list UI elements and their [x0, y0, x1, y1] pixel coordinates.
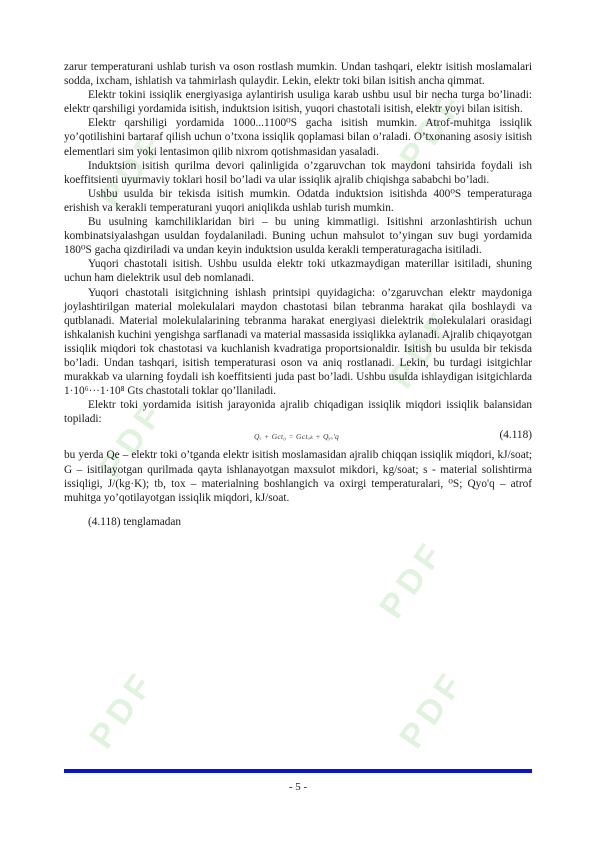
equation-line — [64, 428, 532, 444]
paragraph: Elektr toki yordamida isitish jarayonida ajralib chiqadigan issiqlik miqdori issiqlik balansidan topiladi: — [64, 399, 532, 426]
equation-formula: Qₑ + Gct₀ = Gctₒₖ + Qᵧₒ'q — [254, 432, 340, 442]
equation-number: (4.118) — [499, 429, 532, 442]
footer-rule — [64, 769, 532, 773]
watermark-text: PDF — [82, 663, 163, 756]
watermark-text: PDF — [382, 303, 463, 396]
page-body — [64, 60, 532, 529]
watermark-text: PDF — [372, 533, 453, 626]
paragraph: Yuqori chastotali isitish. Ushbu usulda elektr toki utkazmaydigan materillar isitiladi, shuning uchun ham dielektrik usul deb nomlanadi. — [64, 258, 532, 285]
paragraph: zarur temperaturani ushlab turish va oson rostlash mumkin. Undan tashqari, elektr isitish moslamalari sodda, ixcham, ishlatish va tahmirlash qulaydir. Lekin, elektr toki bilan isitish ancha qimmat. — [64, 61, 532, 88]
watermark-text: PDF — [92, 123, 173, 216]
definition-paragraph: bu yerda Qe – elektr toki o’tganda elektr isitish moslamasidan ajralib chiqqan issiqlik miqdori, kJ/soat; G – isitilayotgan qurilmada qayta ishlanayotgan maxsulot mikdori, kg/soat; s - material solishtirma issiqligi, J/(kg·K); tb, tox – materialning boshlangich va oxirgi temperaturalari, ⁰S; Qyo'q – atrof muhitga yo’qotilayotgan issiqlik miqdori, kJ/soat. — [64, 449, 532, 504]
paragraph: Bu usulning kamchiliklaridan biri – bu uning kimmatligi. Isitishni arzonlashtirish uchun kombinatsiyalashgan usuldan foydalaniladi. Buning uchun mahsulot to’yingan suv bugi yordamida 180⁰S gacha qizdiriladi va undan keyin induktsion usulda kerakli temperaturagacha isitiladi. — [64, 216, 532, 257]
page-number: - 5 - — [288, 781, 308, 793]
paragraph: Elektr qarshiligi yordamida 1000...1100⁰S gacha isitish mumkin. Atrof-muhitga issiqlik yo’qotilishini bartaraf qilish uchun o’txona issiqlik qoplamasi bilan o’raladi. O’txonaning asosiy isitish elementlari sim yoki lentasimon qilib nixrom qotishmasidan yasaladi. — [64, 117, 532, 158]
watermark-text: PDF — [392, 663, 473, 756]
watermark-text: PDF — [92, 393, 173, 486]
paragraph: Elektr tokini issiqlik energiyasiga aylantirish usuliga karab ushbu usul bir necha turga bo’linadi: elektr qarshiligi yordamida isitish, induktsion isitish, yuqori chastotali isitish, elektr yoyi bilan isitish. — [64, 89, 532, 116]
watermark-text: PDF — [392, 83, 473, 176]
paragraph: (4.118) tenglamadan — [88, 515, 182, 528]
paragraph: Induktsion isitish qurilma devori qalinligida o’zgaruvchan tok maydoni tahsirida foydali ish koeffitsienti uyurmaviy toklari hosil bo’ladi va ular issiqlik ajralib chiqishga sababchi bo’ladi. — [64, 159, 532, 186]
paragraph: Ushbu usulda bir tekisda isitish mumkin. Odatda induktsion isitishda 400⁰S temperaturaga erishish va kerakli temperaturani yuqori aniqlikda ushlab turish mumkin. — [64, 187, 532, 214]
paragraph: Yuqori chastotali isitgichning ishlash printsipi quyidagicha: o’zgaruvchan elektr maydoniga joylashtirilgan material molekulalari maydon chastotasi bilan tebranma harakat qila boshlaydi va qutblanadi. Material molekulalarining tebranma harakat energiyasi dielektrik molekulalari orasidagi ishkalanish kuchini yengishga sarflanadi va material massasida issiqlikka aylanadi. Ajralib chiqayotgan issiqlik miqdori tok chastotasi va kuchlanish kvadratiga proportsionaldir. Isitish bu usulda bir tekisda bo’ladi. Undan tashqari, isitish temperaturasi oson va aniq rostlanadi. Lekin, bu turdagi isitgichlar murakkab va ularning foydali ish koeffitsienti juda past bo’ladi. Ushbu usulda ishlaydigan isitgichlarda 1·10⁶···1·10⁸ Gts chastotali toklar qo’llaniladi. — [64, 286, 532, 398]
